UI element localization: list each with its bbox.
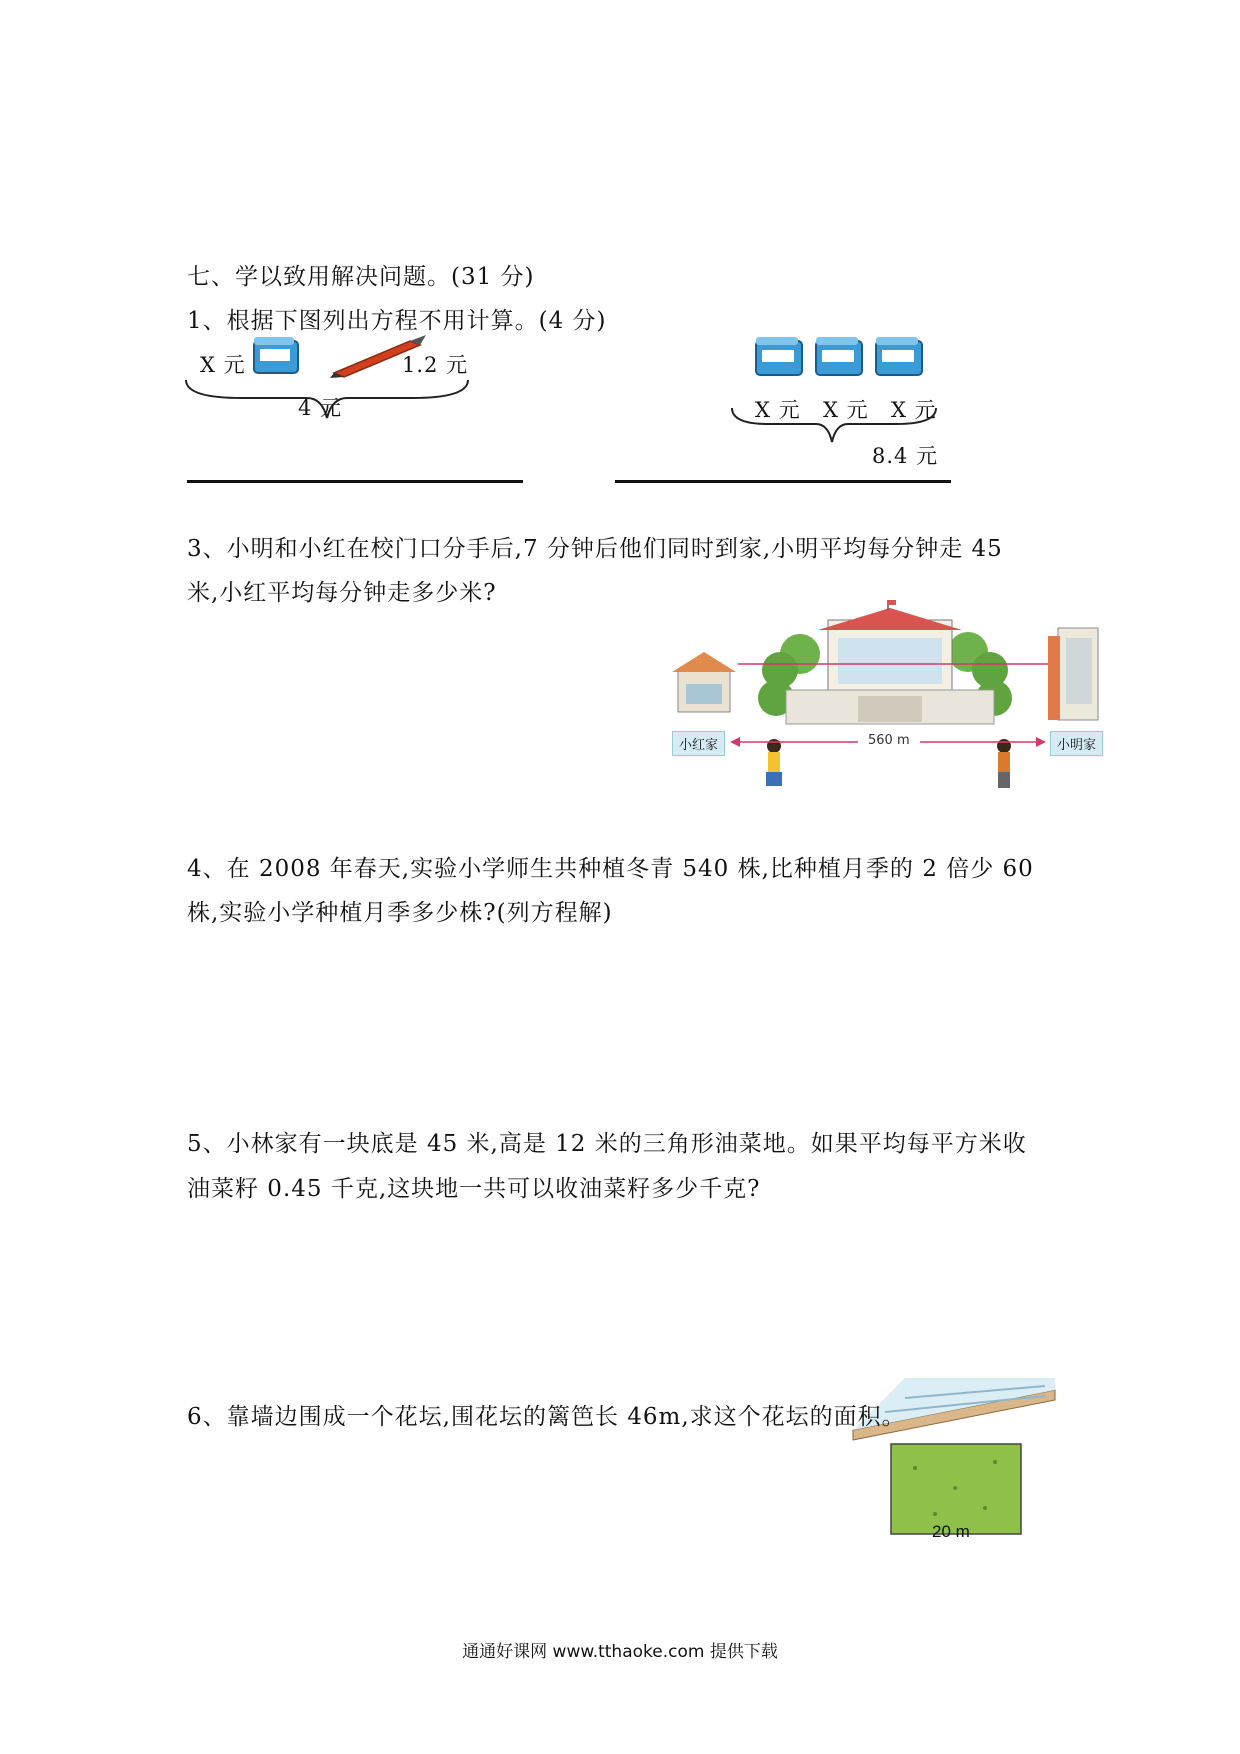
question-3-line-1: 3、小明和小红在校门口分手后,7 分钟后他们同时到家,小明平均每分钟走 45 (187, 536, 1003, 562)
notebook-icon (872, 333, 928, 379)
question-6-text: 6、靠墙边围成一个花坛,围花坛的篱笆长 46m,求这个花坛的面积。 (187, 1404, 906, 1430)
q1-right-answer-line (615, 480, 951, 483)
q1-right-price-2: X 元 (823, 398, 869, 422)
question-5-line-1: 5、小林家有一块底是 45 米,高是 12 米的三角形油菜地。如果平均每平方米收 (187, 1131, 1027, 1157)
q1-left-answer-line (187, 480, 523, 483)
footer-credit: 通通好课网 www.tthaoke.com 提供下载 (462, 1642, 778, 1662)
section-heading: 七、学以致用解决问题。(31 分) (187, 264, 535, 290)
q1-right-total: 8.4 元 (872, 444, 939, 468)
q1-left-pen-price: 1.2 元 (402, 353, 469, 377)
notebook-icon (812, 333, 868, 379)
question-4-line-1: 4、在 2008 年春天,实验小学师生共种植冬青 540 株,比种植月季的 2 倍少 60 (187, 856, 1034, 882)
distance-label: 560 m (868, 733, 910, 748)
question-5-line-2: 油菜籽 0.45 千克,这块地一共可以收油菜籽多少千克? (187, 1176, 761, 1202)
q1-right-price-1: X 元 (755, 398, 801, 422)
xiaoming-home-sign: 小明家 (1050, 731, 1103, 756)
q1-left-item-price: X 元 (200, 353, 246, 377)
notebook-icon (250, 333, 302, 377)
question-4-line-2: 株,实验小学种植月季多少株?(列方程解) (187, 900, 613, 926)
xiaohong-home-sign: 小红家 (672, 731, 725, 756)
q1-left-total: 4 元 (298, 396, 343, 420)
q1-right-price-3: X 元 (891, 398, 937, 422)
notebook-icon (752, 333, 808, 379)
school-route-illustration (668, 600, 1108, 800)
question-1-text: 1、根据下图列出方程不用计算。(4 分) (187, 308, 607, 334)
question-3-line-2: 米,小红平均每分钟走多少米? (187, 580, 497, 606)
flower-bed-width-label: 20 m (932, 1522, 970, 1541)
